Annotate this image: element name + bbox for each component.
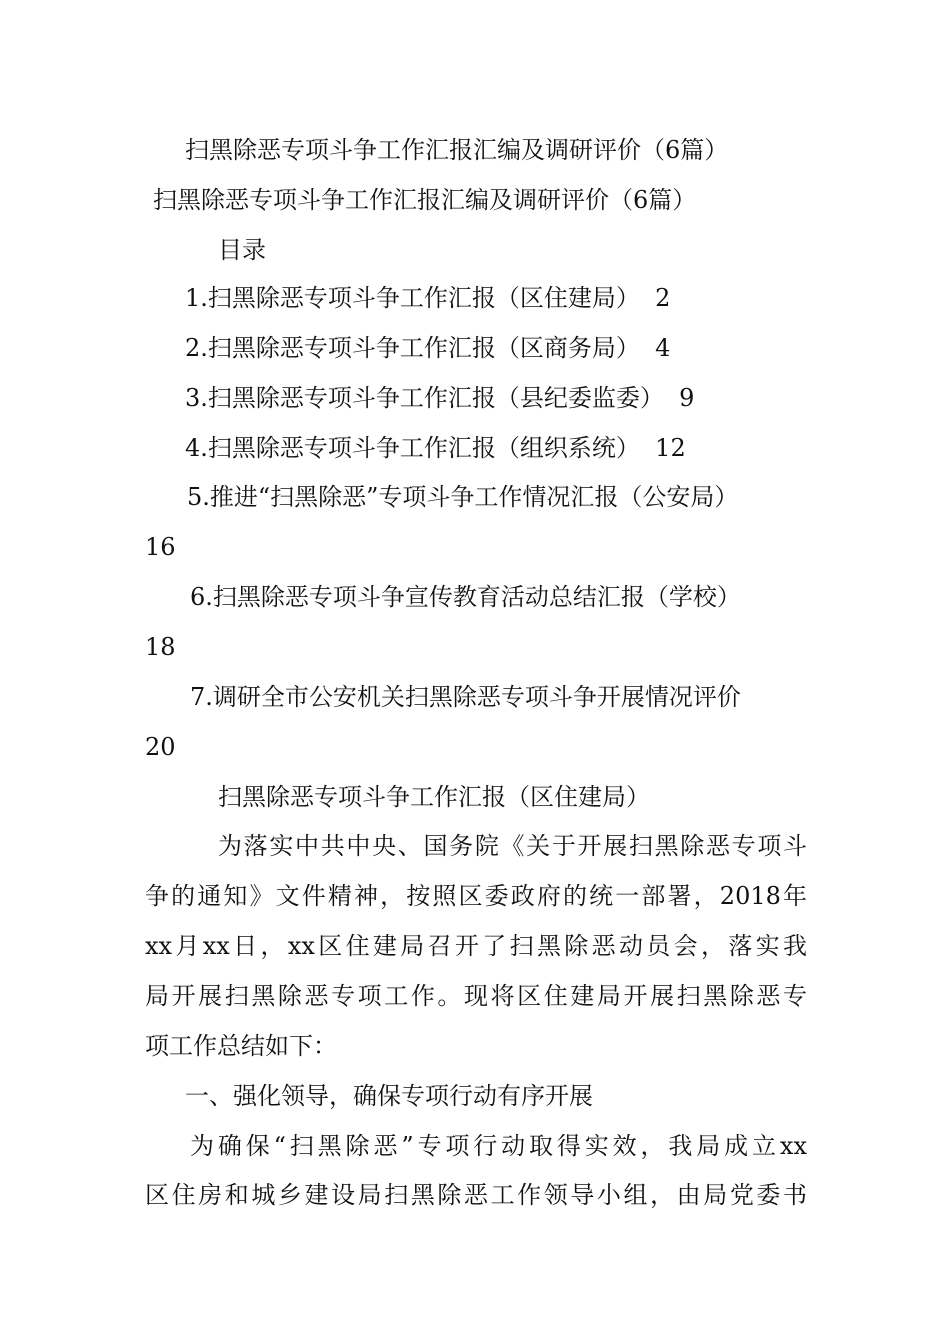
toc-item-page: 20 — [145, 733, 176, 761]
toc-heading: 目录 — [218, 236, 266, 264]
section-title: 扫黑除恶专项斗争工作汇报（区住建局） — [218, 783, 650, 811]
paragraph-line: 争的通知》文件精神，按照区委政府的统一部署，2018年 — [145, 882, 807, 910]
header-title: 扫黑除恶专项斗争工作汇报汇编及调研评价（6篇） — [185, 136, 729, 164]
toc-item-text: 6.扫黑除恶专项斗争宣传教育活动总结汇报（学校） — [190, 583, 741, 611]
paragraph-line: 局开展扫黑除恶专项工作。现将区住建局开展扫黑除恶专 — [145, 982, 807, 1010]
toc-item[interactable] — [185, 283, 670, 313]
paragraph-line: xx月xx日，xx区住建局召开了扫黑除恶动员会，落实我 — [145, 932, 807, 960]
paragraph-line: 为确保“扫黑除恶”专项行动取得实效，我局成立xx — [190, 1132, 807, 1160]
toc-item-page: 2 — [655, 284, 671, 312]
toc-item-text: 1.扫黑除恶专项斗争工作汇报（区住建局） — [185, 284, 640, 312]
toc-item-page: 12 — [655, 434, 686, 462]
toc-item-page: 9 — [679, 384, 695, 412]
toc-item-text: 7.调研全市公安机关扫黑除恶专项斗争开展情况评价 — [190, 683, 741, 711]
toc-item-text: 4.扫黑除恶专项斗争工作汇报（组织系统） — [185, 434, 640, 462]
paragraph-line: 区住房和城乡建设局扫黑除恶工作领导小组，由局党委书 — [145, 1181, 807, 1209]
toc-item-text: 5.推进“扫黑除恶”专项斗争工作情况汇报（公安局） — [187, 483, 739, 511]
toc-item-text: 2.扫黑除恶专项斗争工作汇报（区商务局） — [185, 334, 640, 362]
toc-item-page: 16 — [145, 533, 176, 561]
paragraph-line: 为落实中共中央、国务院《关于开展扫黑除恶专项斗 — [218, 832, 807, 860]
toc-item-page: 4 — [655, 334, 671, 362]
toc-item-text: 3.扫黑除恶专项斗争工作汇报（县纪委监委） — [185, 384, 664, 412]
toc-item[interactable] — [185, 383, 694, 413]
paragraph-line: 项工作总结如下： — [145, 1032, 337, 1060]
toc-item[interactable] — [185, 333, 670, 363]
toc-item-page: 18 — [145, 633, 176, 661]
document-title: 扫黑除恶专项斗争工作汇报汇编及调研评价（6篇） — [153, 186, 697, 214]
section-heading: 一、强化领导，确保专项行动有序开展 — [185, 1082, 593, 1110]
toc-item[interactable] — [185, 433, 686, 463]
